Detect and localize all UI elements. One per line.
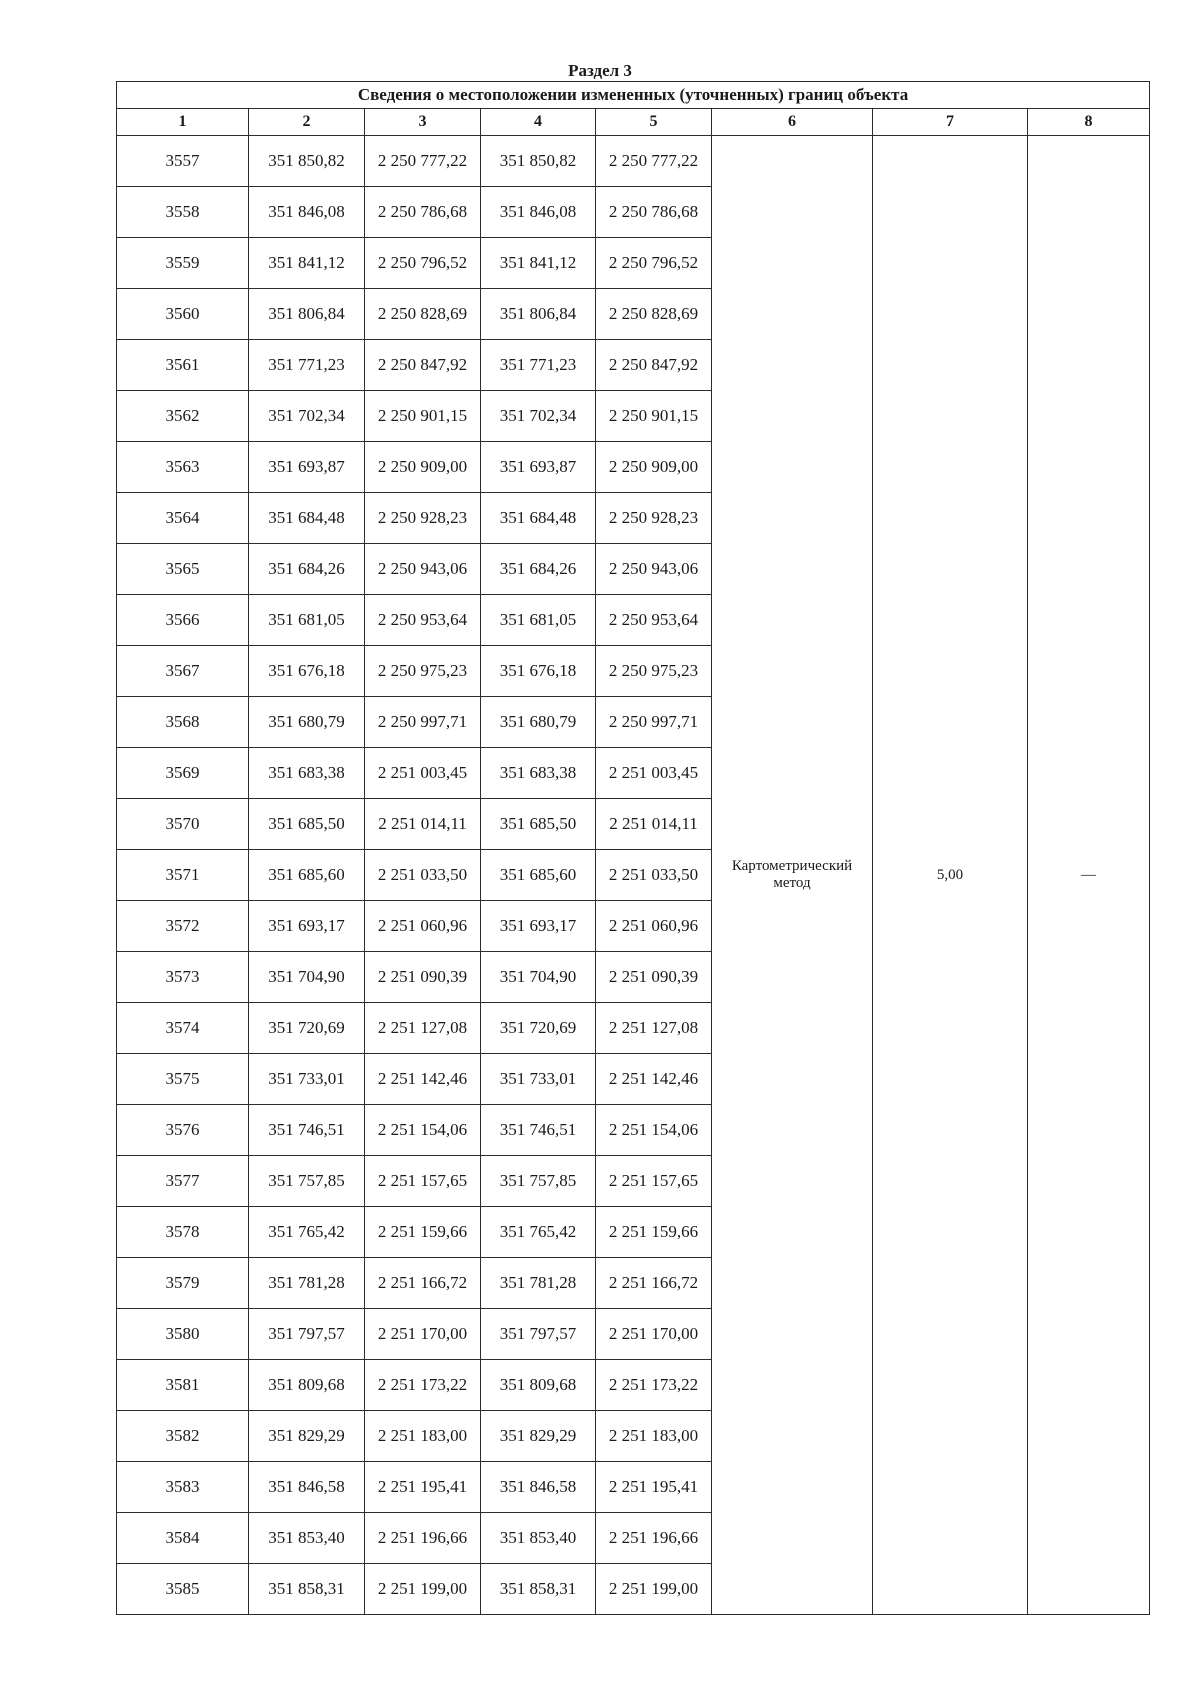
- table-caption: Сведения о местоположении измененных (уточненных) границ объекта: [117, 82, 1150, 109]
- coordinate-cell: 2 251 173,22: [365, 1360, 481, 1411]
- coordinate-cell: 2 250 975,23: [596, 646, 712, 697]
- coordinate-cell: 351 765,42: [249, 1207, 365, 1258]
- coordinate-cell: 2 251 060,96: [596, 901, 712, 952]
- coordinate-cell: 351 858,31: [481, 1564, 596, 1615]
- coordinate-cell: 2 251 195,41: [365, 1462, 481, 1513]
- column-number: 1: [117, 109, 249, 136]
- point-number-cell: 3557: [117, 136, 249, 187]
- coordinate-cell: 351 829,29: [249, 1411, 365, 1462]
- coordinate-cell: 351 680,79: [481, 697, 596, 748]
- coordinate-cell: 2 250 828,69: [596, 289, 712, 340]
- coordinate-cell: 2 250 953,64: [596, 595, 712, 646]
- coordinate-cell: 2 250 997,71: [596, 697, 712, 748]
- coordinate-cell: 351 685,60: [481, 850, 596, 901]
- coordinate-cell: 2 250 953,64: [365, 595, 481, 646]
- coordinate-cell: 2 251 154,06: [596, 1105, 712, 1156]
- coordinate-cell: 351 841,12: [249, 238, 365, 289]
- coordinate-cell: 351 702,34: [249, 391, 365, 442]
- coordinate-cell: 2 251 166,72: [365, 1258, 481, 1309]
- section-title: Раздел 3: [568, 61, 632, 80]
- point-number-cell: 3560: [117, 289, 249, 340]
- coordinate-cell: 2 250 909,00: [596, 442, 712, 493]
- point-number-cell: 3564: [117, 493, 249, 544]
- coordinate-cell: 351 806,84: [249, 289, 365, 340]
- point-number-cell: 3570: [117, 799, 249, 850]
- coordinate-cell: 351 829,29: [481, 1411, 596, 1462]
- coordinate-cell: 2 250 928,23: [596, 493, 712, 544]
- column-number: 6: [712, 109, 873, 136]
- coordinate-cell: 2 251 014,11: [365, 799, 481, 850]
- coordinate-cell: 2 251 090,39: [365, 952, 481, 1003]
- point-number-cell: 3576: [117, 1105, 249, 1156]
- coordinate-cell: 351 806,84: [481, 289, 596, 340]
- point-number-cell: 3584: [117, 1513, 249, 1564]
- coordinate-cell: 351 685,50: [481, 799, 596, 850]
- boundary-coordinates-table: [116, 81, 1150, 1615]
- coordinate-cell: 351 681,05: [481, 595, 596, 646]
- coordinate-cell: 351 693,17: [249, 901, 365, 952]
- point-number-cell: 3583: [117, 1462, 249, 1513]
- table-row: [117, 136, 1150, 187]
- coordinate-cell: 2 251 196,66: [365, 1513, 481, 1564]
- coordinate-cell: 2 251 196,66: [596, 1513, 712, 1564]
- coordinate-cell: 351 797,57: [249, 1309, 365, 1360]
- coordinate-cell: 351 680,79: [249, 697, 365, 748]
- coordinate-cell: 351 704,90: [481, 952, 596, 1003]
- coordinate-cell: 351 765,42: [481, 1207, 596, 1258]
- coordinate-cell: 2 250 796,52: [365, 238, 481, 289]
- point-number-cell: 3582: [117, 1411, 249, 1462]
- coordinate-cell: 351 693,87: [249, 442, 365, 493]
- coordinate-cell: 351 809,68: [249, 1360, 365, 1411]
- coordinate-cell: 2 251 166,72: [596, 1258, 712, 1309]
- coordinate-cell: 351 771,23: [249, 340, 365, 391]
- point-number-cell: 3562: [117, 391, 249, 442]
- coordinate-cell: 351 781,28: [481, 1258, 596, 1309]
- coordinate-cell: 351 693,17: [481, 901, 596, 952]
- coordinate-cell: 2 251 033,50: [365, 850, 481, 901]
- point-number-cell: 3579: [117, 1258, 249, 1309]
- point-number-cell: 3567: [117, 646, 249, 697]
- coordinate-cell: 2 251 142,46: [596, 1054, 712, 1105]
- coordinate-cell: 2 251 173,22: [596, 1360, 712, 1411]
- point-number-cell: 3581: [117, 1360, 249, 1411]
- accuracy-cell: 5,00: [873, 136, 1028, 1615]
- coordinate-cell: 351 809,68: [481, 1360, 596, 1411]
- coordinate-cell: 351 681,05: [249, 595, 365, 646]
- coordinate-cell: 351 683,38: [481, 748, 596, 799]
- coordinate-cell: 2 251 033,50: [596, 850, 712, 901]
- coordinate-cell: 351 676,18: [481, 646, 596, 697]
- coordinate-cell: 2 250 975,23: [365, 646, 481, 697]
- coordinate-cell: 2 251 127,08: [365, 1003, 481, 1054]
- coordinate-cell: 2 251 142,46: [365, 1054, 481, 1105]
- coordinate-cell: 2 250 777,22: [596, 136, 712, 187]
- coordinate-cell: 351 704,90: [249, 952, 365, 1003]
- coordinate-cell: 351 720,69: [249, 1003, 365, 1054]
- coordinate-cell: 351 684,48: [481, 493, 596, 544]
- coordinate-cell: 2 250 901,15: [596, 391, 712, 442]
- coordinate-cell: 2 250 796,52: [596, 238, 712, 289]
- coordinate-cell: 2 251 195,41: [596, 1462, 712, 1513]
- coordinate-cell: 2 250 786,68: [596, 187, 712, 238]
- column-number-row: [117, 109, 1150, 136]
- coordinate-cell: 2 250 847,92: [365, 340, 481, 391]
- point-number-cell: 3585: [117, 1564, 249, 1615]
- coordinate-cell: 2 250 786,68: [365, 187, 481, 238]
- point-number-cell: 3569: [117, 748, 249, 799]
- coordinate-cell: 2 251 159,66: [596, 1207, 712, 1258]
- coordinate-cell: 2 251 003,45: [365, 748, 481, 799]
- coordinate-cell: 351 858,31: [249, 1564, 365, 1615]
- coordinate-cell: 351 733,01: [481, 1054, 596, 1105]
- coordinate-cell: 351 684,26: [249, 544, 365, 595]
- coordinate-cell: 351 702,34: [481, 391, 596, 442]
- coordinate-cell: 2 251 060,96: [365, 901, 481, 952]
- coordinate-cell: 2 250 847,92: [596, 340, 712, 391]
- method-cell: Картометрический метод: [712, 136, 873, 1615]
- coordinate-cell: 351 720,69: [481, 1003, 596, 1054]
- coordinate-cell: 2 251 154,06: [365, 1105, 481, 1156]
- coordinate-cell: 2 251 127,08: [596, 1003, 712, 1054]
- coordinate-cell: 351 850,82: [481, 136, 596, 187]
- coordinate-cell: 2 251 157,65: [365, 1156, 481, 1207]
- point-number-cell: 3578: [117, 1207, 249, 1258]
- point-number-cell: 3574: [117, 1003, 249, 1054]
- point-number-cell: 3565: [117, 544, 249, 595]
- column-number: 3: [365, 109, 481, 136]
- point-number-cell: 3573: [117, 952, 249, 1003]
- coordinate-cell: 351 757,85: [249, 1156, 365, 1207]
- coordinate-cell: 351 846,08: [481, 187, 596, 238]
- coordinate-cell: 2 251 170,00: [596, 1309, 712, 1360]
- coordinate-cell: 351 693,87: [481, 442, 596, 493]
- coordinate-cell: 2 250 777,22: [365, 136, 481, 187]
- coordinate-cell: 351 757,85: [481, 1156, 596, 1207]
- point-number-cell: 3561: [117, 340, 249, 391]
- point-number-cell: 3575: [117, 1054, 249, 1105]
- coordinate-cell: 2 251 157,65: [596, 1156, 712, 1207]
- coordinate-cell: 351 853,40: [481, 1513, 596, 1564]
- coordinate-cell: 351 846,58: [249, 1462, 365, 1513]
- coordinate-cell: 2 251 183,00: [596, 1411, 712, 1462]
- coordinate-cell: 351 746,51: [481, 1105, 596, 1156]
- coordinate-cell: 2 250 909,00: [365, 442, 481, 493]
- coordinate-cell: 351 685,60: [249, 850, 365, 901]
- coordinate-cell: 351 683,38: [249, 748, 365, 799]
- coordinate-cell: 351 685,50: [249, 799, 365, 850]
- point-number-cell: 3572: [117, 901, 249, 952]
- coordinate-cell: 2 250 943,06: [596, 544, 712, 595]
- coordinate-cell: 2 251 183,00: [365, 1411, 481, 1462]
- coordinate-cell: 2 250 901,15: [365, 391, 481, 442]
- point-number-cell: 3559: [117, 238, 249, 289]
- coordinate-cell: 351 850,82: [249, 136, 365, 187]
- coordinate-cell: 351 746,51: [249, 1105, 365, 1156]
- coordinate-cell: 351 733,01: [249, 1054, 365, 1105]
- coordinate-cell: 351 684,26: [481, 544, 596, 595]
- column-number: 5: [596, 109, 712, 136]
- coordinate-cell: 351 846,08: [249, 187, 365, 238]
- coordinate-cell: 2 250 928,23: [365, 493, 481, 544]
- coordinate-cell: 351 797,57: [481, 1309, 596, 1360]
- point-number-cell: 3563: [117, 442, 249, 493]
- point-number-cell: 3558: [117, 187, 249, 238]
- point-number-cell: 3568: [117, 697, 249, 748]
- coordinate-cell: 2 250 943,06: [365, 544, 481, 595]
- coordinate-cell: 351 684,48: [249, 493, 365, 544]
- coordinate-cell: 2 250 828,69: [365, 289, 481, 340]
- coordinate-cell: 351 841,12: [481, 238, 596, 289]
- point-number-cell: 3571: [117, 850, 249, 901]
- coordinate-cell: 2 251 170,00: [365, 1309, 481, 1360]
- point-number-cell: 3577: [117, 1156, 249, 1207]
- coordinate-cell: 2 250 997,71: [365, 697, 481, 748]
- coordinate-cell: 2 251 159,66: [365, 1207, 481, 1258]
- column-number: 8: [1028, 109, 1150, 136]
- coordinate-cell: 351 846,58: [481, 1462, 596, 1513]
- column-number: 2: [249, 109, 365, 136]
- coordinate-cell: 351 853,40: [249, 1513, 365, 1564]
- point-number-cell: 3580: [117, 1309, 249, 1360]
- coordinate-cell: 351 781,28: [249, 1258, 365, 1309]
- coordinate-cell: 351 676,18: [249, 646, 365, 697]
- coordinate-cell: 2 251 090,39: [596, 952, 712, 1003]
- coordinate-cell: 2 251 199,00: [365, 1564, 481, 1615]
- table-caption-row: [117, 82, 1150, 109]
- coordinate-cell: 351 771,23: [481, 340, 596, 391]
- coordinate-cell: 2 251 014,11: [596, 799, 712, 850]
- point-number-cell: 3566: [117, 595, 249, 646]
- coordinate-cell: 2 251 003,45: [596, 748, 712, 799]
- column8-cell: —: [1028, 136, 1150, 1615]
- column-number: 7: [873, 109, 1028, 136]
- coordinate-cell: 2 251 199,00: [596, 1564, 712, 1615]
- column-number: 4: [481, 109, 596, 136]
